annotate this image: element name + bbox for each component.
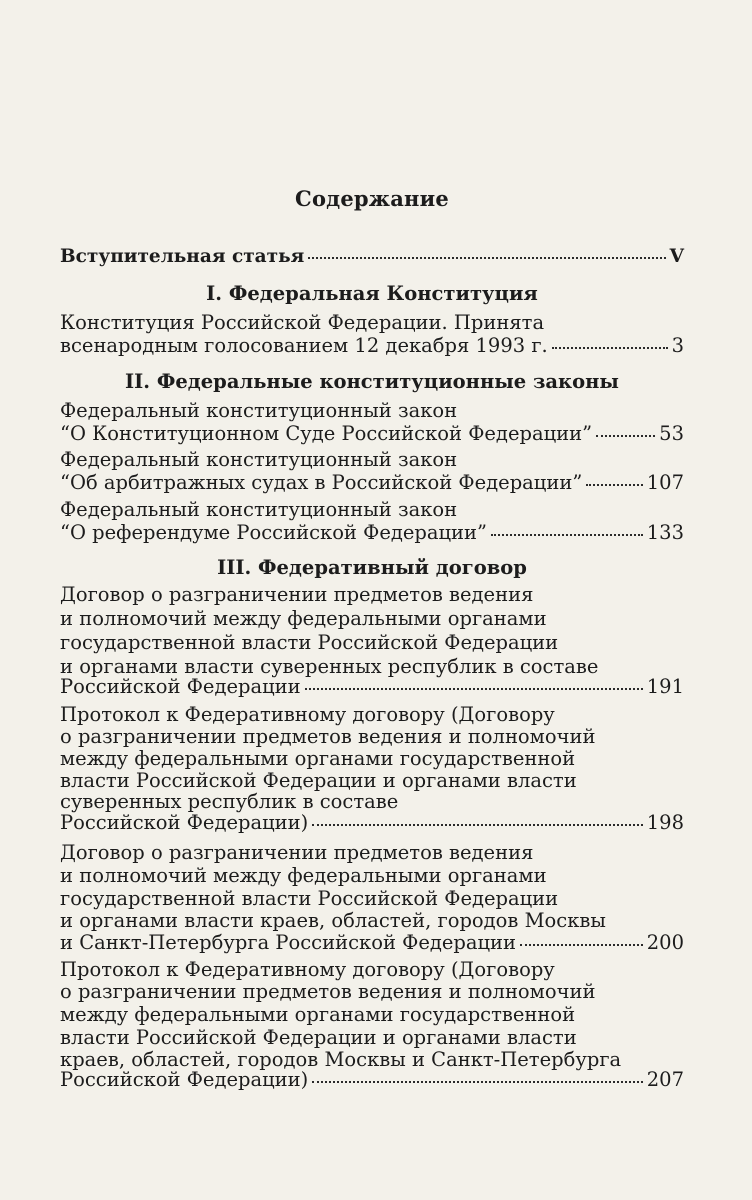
toc-entry-text: Федеральный конституционный закон xyxy=(60,399,458,422)
toc-line-last xyxy=(60,931,684,954)
leader-dots xyxy=(586,482,642,486)
toc-entry-text: государственной власти Российской Федерации xyxy=(60,631,559,654)
toc-entry-text: между федеральными органами государственной xyxy=(60,1003,576,1026)
leader-dots xyxy=(596,433,655,437)
toc-line xyxy=(60,1003,684,1026)
toc-page-number: 133 xyxy=(646,521,684,544)
toc-line-last xyxy=(60,422,684,445)
toc-entry-text: власти Российской Федерации и органами власти xyxy=(60,1026,577,1049)
toc-line xyxy=(60,399,684,422)
toc-line-last xyxy=(60,471,684,494)
toc-line-last xyxy=(60,334,684,357)
toc-entry-text: Протокол к Федеративному договору (Договору xyxy=(60,703,555,726)
toc-line xyxy=(60,498,684,521)
toc-entry-text: Вступительная статья xyxy=(60,246,305,267)
toc-entry-text: и органами власти суверенных республик в составе xyxy=(60,655,599,678)
toc-entry-text: и Санкт-Петербурга Российской Федерации xyxy=(60,931,517,954)
toc-line xyxy=(60,448,684,471)
toc-line-last xyxy=(60,675,684,698)
toc-line-last xyxy=(60,521,684,544)
section-heading: II. Федеральные конституционные законы xyxy=(125,370,619,393)
toc-entry-text: Договор о разграничении предметов ведения xyxy=(60,583,534,606)
toc-entry-text: “О Конституционном Суде Российской Федерации” xyxy=(60,422,593,445)
toc-line xyxy=(60,747,684,770)
leader-dots xyxy=(520,942,643,946)
toc-line xyxy=(60,703,684,726)
toc-entry-text: суверенных республик в составе xyxy=(60,790,399,813)
toc-entry-text: Российской Федерации) xyxy=(60,811,309,834)
toc-entry-text: краев, областей, городов Москвы и Санкт-Петербурга xyxy=(60,1048,622,1071)
toc-line xyxy=(60,980,684,1003)
toc-line xyxy=(60,1026,684,1049)
page-title: Содержание xyxy=(295,186,449,211)
toc-entry-text: “О референдуме Российской Федерации” xyxy=(60,521,488,544)
toc-page-number: 207 xyxy=(646,1068,684,1091)
leader-dots xyxy=(491,532,643,536)
toc-page-number: 191 xyxy=(646,675,684,698)
section-heading: III. Федеративный договор xyxy=(217,556,527,579)
leader-dots xyxy=(312,1079,643,1083)
toc-entry-text: государственной власти Российской Федерации xyxy=(60,887,559,910)
toc-line xyxy=(60,607,684,630)
toc-entry-text: Конституция Российской Федерации. Принята xyxy=(60,311,545,334)
section-heading: I. Федеральная Конституция xyxy=(206,282,538,305)
toc-page-number: 3 xyxy=(671,334,684,357)
toc-line xyxy=(60,790,684,813)
toc-entry-text: Федеральный конституционный закон xyxy=(60,498,458,521)
toc-entry-text: Федеральный конституционный закон xyxy=(60,448,458,471)
toc-entry-text: Протокол к Федеративному договору (Договору xyxy=(60,958,555,981)
toc-page-number: 198 xyxy=(646,811,684,834)
toc-entry-text: и полномочий между федеральными органами xyxy=(60,864,547,887)
toc-line-last xyxy=(60,811,684,834)
toc-entry-text: о разграничении предметов ведения и полномочий xyxy=(60,725,596,748)
toc-entry-text: и полномочий между федеральными органами xyxy=(60,607,547,630)
leader-dots xyxy=(308,255,665,259)
toc-line xyxy=(60,864,684,887)
toc-entry-text: власти Российской Федерации и органами власти xyxy=(60,769,577,792)
toc-line xyxy=(60,887,684,910)
leader-dots xyxy=(552,345,668,349)
toc-line xyxy=(60,583,684,606)
toc-page-number: V xyxy=(669,246,684,267)
toc-page xyxy=(60,0,684,1200)
toc-entry-text: о разграничении предметов ведения и полномочий xyxy=(60,980,596,1003)
toc-entry-text: Российской Федерации xyxy=(60,675,301,698)
toc-entry-text: “Об арбитражных судах в Российской Федерации” xyxy=(60,471,583,494)
toc-line-last xyxy=(60,1068,684,1091)
toc-entry-intro xyxy=(60,245,684,268)
toc-entry-text: между федеральными органами государственной xyxy=(60,747,576,770)
toc-page-number: 107 xyxy=(646,471,684,494)
leader-dots xyxy=(312,822,643,826)
toc-page-number: 53 xyxy=(659,422,684,445)
toc-entry-text: Договор о разграничении предметов ведения xyxy=(60,841,534,864)
toc-entry-text: всенародным голосованием 12 декабря 1993 г. xyxy=(60,334,548,357)
toc-line xyxy=(60,909,684,932)
toc-line xyxy=(60,725,684,748)
leader-dots xyxy=(305,686,643,690)
toc-line xyxy=(60,631,684,654)
toc-page-number: 200 xyxy=(646,931,684,954)
toc-line xyxy=(60,958,684,981)
toc-entry-text: и органами власти краев, областей, городов Москвы xyxy=(60,909,606,932)
toc-line xyxy=(60,841,684,864)
toc-line xyxy=(60,311,684,334)
toc-entry-text: Российской Федерации) xyxy=(60,1068,309,1091)
toc-line xyxy=(60,769,684,792)
